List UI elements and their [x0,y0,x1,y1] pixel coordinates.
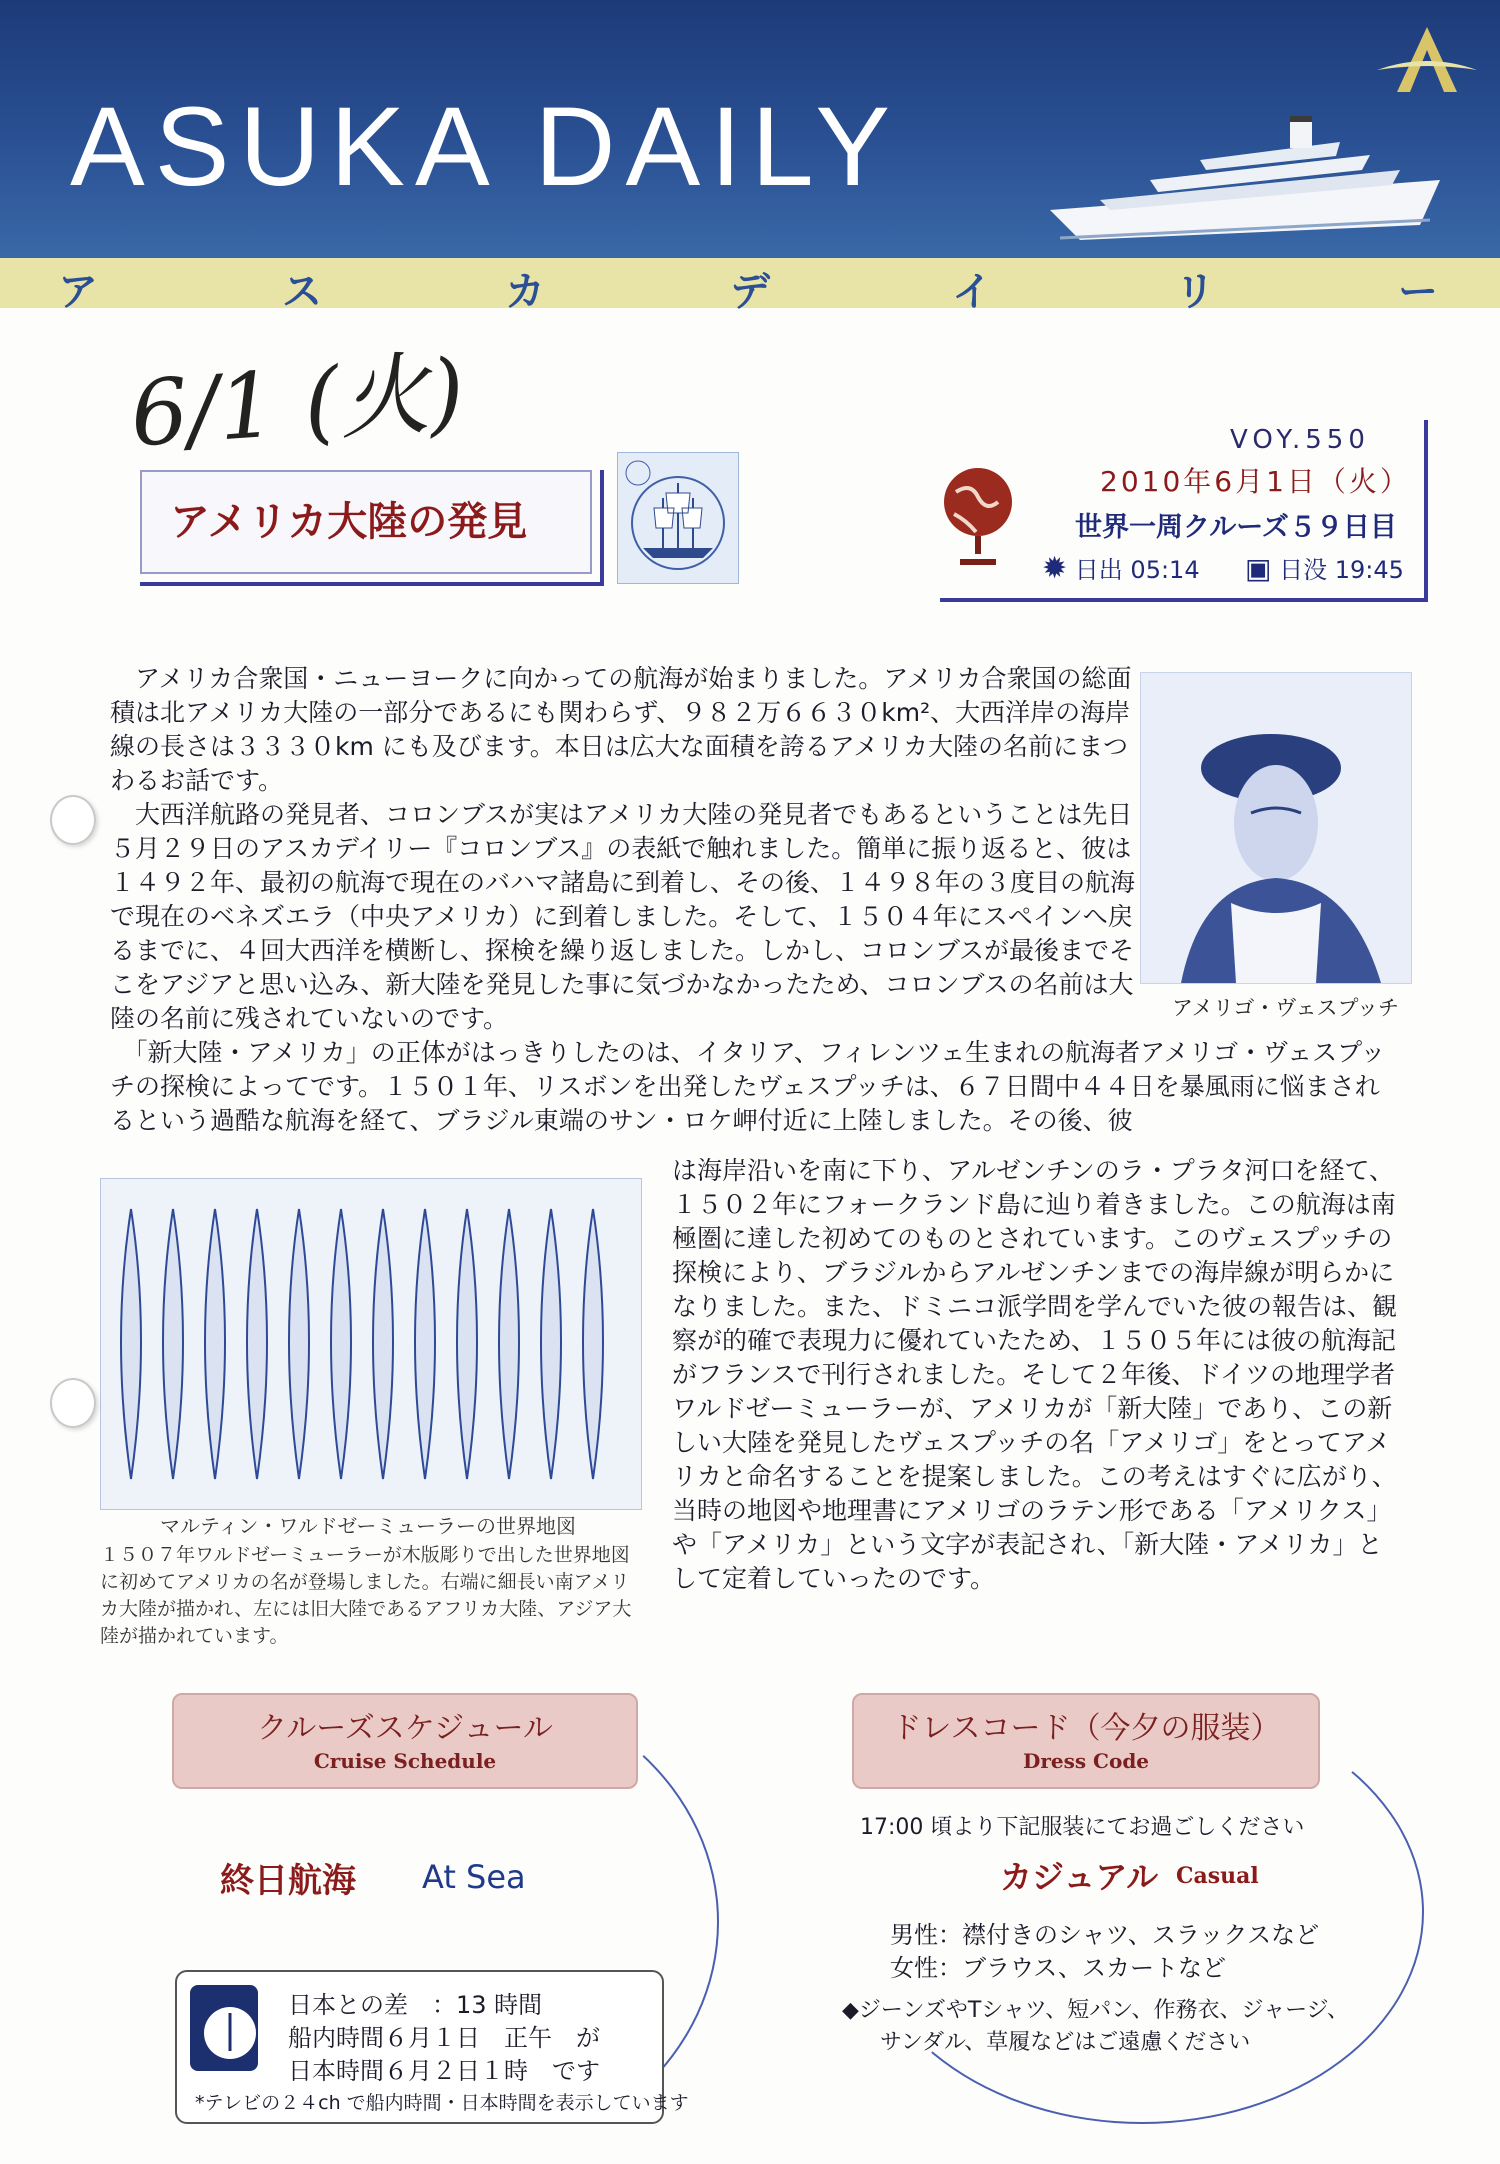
sailing-ship-compass-icon [617,452,739,584]
dress-heading-en: Dress Code [1022,1749,1150,1773]
cruise-day: 世界一周クルーズ５９日目 [1075,512,1397,543]
time-difference: 日本との差 ：13 時間 [288,1991,543,2019]
article-title: アメリカ大陸の発見 [170,499,528,545]
sunrise-label: 日出 [1074,556,1123,584]
clock-icon [190,1985,258,2071]
map-description: １５０７年ワルドゼーミューラーが木版彫りで出した世界地図に初めてアメリカの名が登場しました。右端に細長い南アメリカ大陸が描かれ、左には旧大陸であるアフリカ大陸、アジア大陸が描かれています。 [100,1544,632,1647]
kana-letter: カ [505,269,545,315]
handwritten-date: 6/1 (火) [127,339,468,468]
dress-restriction: サンダル、草履などはご遠慮ください [880,2030,1251,2055]
kana-letter: ス [282,269,322,315]
japan-time: 日本時間６月２日１時 です [288,2057,600,2085]
dress-heading-jp: ドレスコード（今夕の服装） [891,1711,1281,1746]
ship-time: 船内時間６月１日 正午 が [288,2024,600,2052]
asuka-logo-icon [1372,22,1482,102]
dress-women: 女性：ブラウス、スカートなど [890,1954,1226,1982]
map-caption: マルティン・ワルドゼーミューラーの世界地図 [160,1514,576,1538]
article-paragraph: 「新大陸・アメリカ」の正体がはっきりしたのは、イタリア、フィレンツェ生まれの航海者アメリゴ・ヴェスプッチの探検によってです。１５０１年、リスボンを出発したヴェスプッチは、６７日間中４４日を暴風雨に悩まされるという過酷な航海を経て、ブラジル東端のサン・ロケ岬付近に上陸しました。その後、彼 [110,1038,1386,1135]
dress-code-main-en: Casual [1176,1863,1259,1889]
dress-code-heading [852,1693,1320,1789]
voyage-number: VOY.550 [1230,425,1370,455]
cruise-schedule-heading [172,1693,638,1789]
kana-letter: ア [58,269,98,315]
dress-time-note: 17:00 頃より下記服装にてお過ごしください [860,1815,1305,1840]
sunset-icon: ▣ [1245,552,1272,585]
sunset-info [1245,550,1404,585]
portrait-caption: アメリゴ・ヴェスプッチ [1172,996,1400,1020]
sunrise-info [1042,550,1200,586]
article-paragraph: は海岸沿いを南に下り、アルゼンチンのラ・プラタ河口を経て、１５０２年にフォークランド島に辿り着きました。この航海は南極圏に達した初めてのものとされています。このヴェスプッチの探検により、ブラジルからアルゼンチンまでの海岸線が明らかになりました。また、ドミニコ派学問を学んでいた彼の報告は、観察が的確で表現力に優れていたため、１５０５年には彼の航海記がフランスで刊行されました。そして２年後、ドイツの地理学者ワルドゼーミューラーが、アメリカが「新大陸」であり、この新しい大陸を発見したヴェスプッチの名「アメリゴ」をとってアメリカと命名することを提案しました。この考えはすぐに広がり、当時の地図や地理書にアメリゴのラテン形である「アメリクス」や「アメリカ」という文字が表記され、「新大陸・アメリカ」として定着していったのです。 [672,1156,1398,1593]
sunrise-time: 05:14 [1130,556,1200,584]
schedule-main-en: At Sea [422,1858,526,1896]
article-paragraph: 大西洋航路の発見者、コロンブスが実はアメリカ大陸の発見者でもあるということは先日５月２９日のアスカデイリー『コロンブス』の表紙で触れました。簡単に振り返ると、彼は１４９２年、最初の航海で現在のバハマ諸島に到着し、その後、１４９８年の３度目の航海で現在のベネズエラ（中央アメリカ）に到着しました。そして、１５０４年にスペインへ戻るまでに、４回大西洋を横断し、探検を繰り返しました。しかし、コロンブスが最後までそこをアジアと思い込み、新大陸を発見した事に気づかなかったため、コロンブスの名前は大陸の名前に残されていないのです。 [110,800,1136,1033]
schedule-main: 終日航海 [220,1861,356,1901]
kana-letter: イ [952,269,992,315]
dress-restriction: ◆ジーンズやTシャツ、短パン、作務衣、ジャージ、 [842,1998,1349,2023]
kana-letter: ー [1398,269,1438,315]
schedule-heading-en: Cruise Schedule [313,1749,497,1773]
issue-date: 2010年6月1日（火） [1100,465,1411,498]
sun-icon: ✹ [1042,551,1068,586]
sunset-label: 日没 [1279,556,1328,584]
dress-code-main: カジュアル [1000,1858,1159,1896]
globe-icon [936,462,1020,572]
kana-band [0,258,1500,315]
masthead-title: ASUKA DAILY [70,84,901,209]
schedule-heading-jp: クルーズスケジュール [257,1711,553,1746]
kana-letter: デ [730,269,770,315]
kana-letter: リ [1175,269,1215,315]
tv-channel-note: *テレビの２４ch で船内時間・日本時間を表示しています [195,2092,689,2114]
punch-hole [50,795,96,845]
world-map-gores-illustration [100,1178,642,1510]
article-paragraph: アメリカ合衆国・ニューヨークに向かっての航海が始まりました。アメリカ合衆国の総面積は北アメリカ大陸の一部分であるにも関わらず、９８２万６６３０km²、大西洋岸の海岸線の長さは３３３０km にも及びます。本日は広大な面積を誇るアメリカ大陸の名前にまつわるお話です。 [110,664,1132,795]
vespucci-portrait [1140,672,1412,984]
dress-men: 男性：襟付きのシャツ、スラックスなど [890,1921,1320,1949]
punch-hole [50,1378,96,1428]
sunset-time: 19:45 [1334,556,1404,584]
